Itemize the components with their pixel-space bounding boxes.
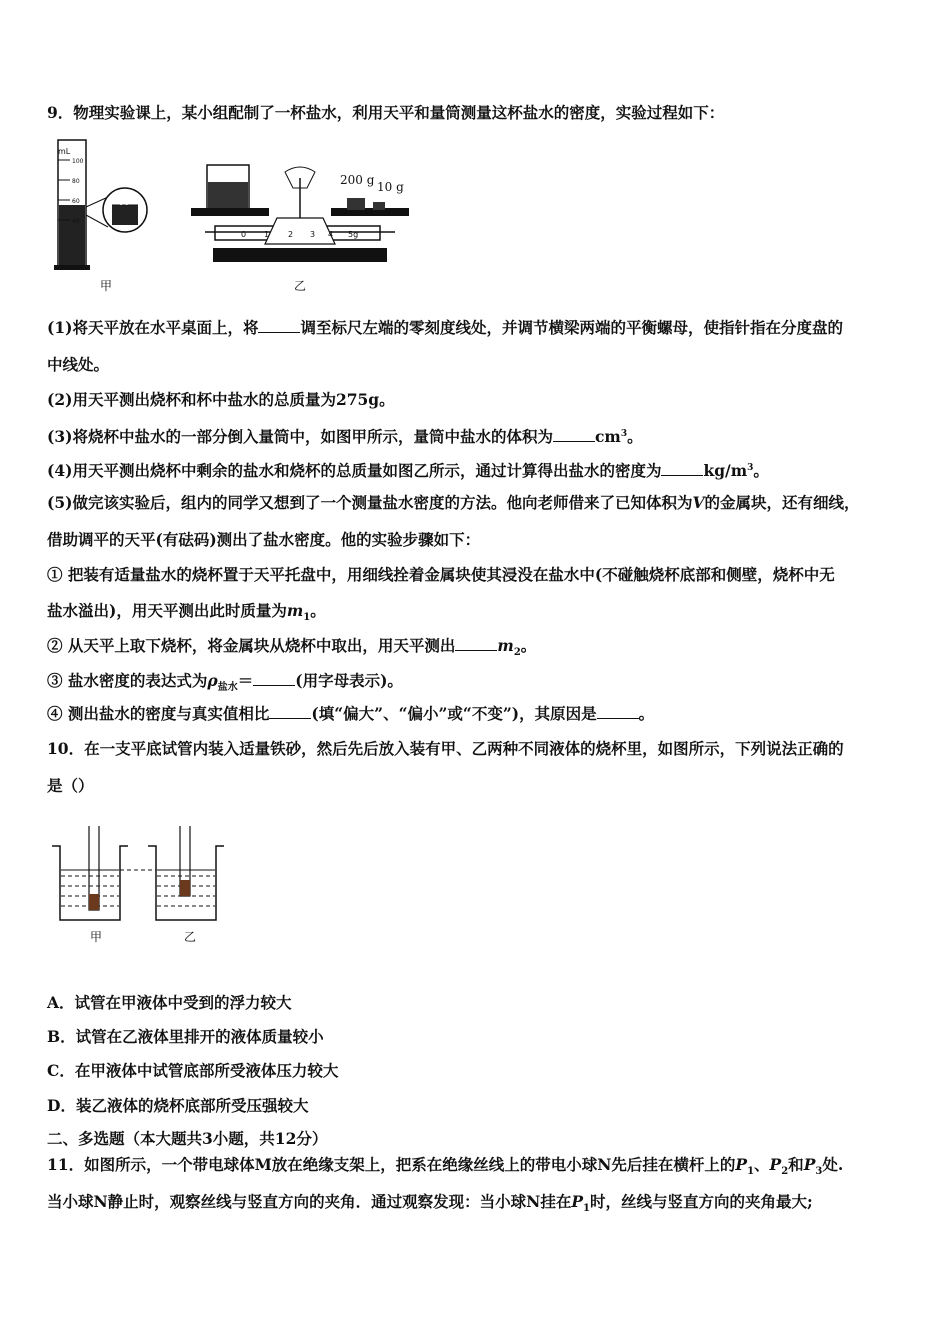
- q9-step5-line1: (5)做完该实验后，组内的同学又想到了一个测量盐水密度的方法。他向老师借来了已知体积为V的金属块，还有细线，: [47, 493, 860, 512]
- cyl-tick-3: 60: [72, 198, 80, 205]
- scale-num-1: 1: [264, 230, 270, 239]
- cyl-tick-2: 80: [72, 178, 80, 185]
- scale-num-5: 5g: [348, 230, 359, 239]
- fig-label-yi: 乙: [294, 279, 307, 293]
- q9-step1-line1: (1)将天平放在水平桌面上，将 调至标尺左端的零刻度线处，并调节横梁两端的平衡螺母，使指针指在分度盘的: [47, 318, 843, 337]
- q9-step4: (4)用天平测出烧杯中剩余的盐水和烧杯的总质量如图乙所示，通过计算得出盐水的密度为 $kg/m^3$。: [47, 461, 769, 481]
- option-d[interactable]: D．装乙液体的烧杯底部所受压强较大: [47, 1096, 309, 1115]
- scale-num-0: 0: [241, 230, 247, 239]
- q9-step2: (2)用天平测出烧杯和杯中盐水的总质量为275g。: [47, 390, 395, 409]
- q9-step5-line2: 借助调平的天平(有砝码)测出了盐水密度。他的实验步骤如下：: [47, 530, 481, 549]
- answer-blank-5[interactable]: [253, 671, 295, 686]
- scale-num-2: 2: [288, 230, 294, 239]
- answer-blank-4[interactable]: [455, 636, 497, 651]
- answer-blank-6[interactable]: [269, 704, 311, 719]
- scale-num-3: 3: [310, 230, 316, 239]
- beakers-figure: [48, 824, 248, 924]
- q9-step1-line2: 中线处。: [47, 355, 110, 374]
- q9-circle4: ④ 测出盐水的密度与真实值相比 (填“偏大”、“偏小”或“不变”)，其原因是 。: [47, 704, 655, 723]
- balance-figure: [185, 160, 415, 275]
- section-heading: 二、多选题（本大题共3小题，共12分）: [47, 1129, 328, 1148]
- cyl-tick-1: 100: [72, 158, 84, 165]
- cyl-unit: mL: [58, 147, 71, 156]
- q9-circle2: ② 从天平上取下烧杯，将金属块从烧杯中取出，用天平测出 $m_2$。: [47, 636, 537, 659]
- option-a[interactable]: A．试管在甲液体中受到的浮力较大: [47, 993, 292, 1012]
- answer-blank-3[interactable]: [661, 461, 703, 476]
- option-b[interactable]: B．试管在乙液体里排开的液体质量较小: [47, 1027, 324, 1046]
- cyl-tick-4: 40: [72, 218, 80, 225]
- q10-stem-line2: 是（）: [47, 776, 94, 795]
- cylinder-figure: [50, 135, 160, 295]
- beaker-label-jia: 甲: [90, 930, 103, 944]
- scale-num-4: 4: [328, 230, 334, 239]
- q11-line1: 11．如图所示，一个带电球体M放在绝缘支架上，把系在绝缘丝线上的带电小球N先后挂在横杆上的$P_1$、$P_2$和$P_3$处.: [47, 1155, 844, 1178]
- answer-blank-7[interactable]: [597, 704, 639, 719]
- fig-label-jia: 甲: [100, 279, 113, 293]
- weight-200g: 200 g: [340, 173, 375, 187]
- q9-stem: 9．物理实验课上，某小组配制了一杯盐水，利用天平和量筒测量这杯盐水的密度，实验过程如下：: [47, 103, 725, 122]
- q10-stem-line1: 10．在一支平底试管内装入适量铁砂，然后先后放入装有甲、乙两种不同液体的烧杯里，如图所示，下列说法正确的: [47, 739, 844, 758]
- q11-line2: 当小球N静止时，观察丝线与竖直方向的夹角．通过观察发现：当小球N挂在$P_1$时，丝线与竖直方向的夹角最大;: [47, 1192, 813, 1215]
- answer-blank-2[interactable]: [553, 427, 595, 442]
- option-c[interactable]: C．在甲液体中试管底部所受液体压力较大: [47, 1061, 339, 1080]
- q9-circle3: ③ 盐水密度的表达式为$\rho_{盐水}=$ (用字母表示)。: [47, 671, 403, 694]
- q9-circle1-line1: ① 把装有适量盐水的烧杯置于天平托盘中，用细线拴着金属块使其浸没在盐水中(不碰触烧杯底部和侧壁，烧杯中无: [47, 565, 835, 584]
- magnifier-value: 60: [118, 198, 130, 208]
- beaker-label-yi: 乙: [184, 930, 197, 944]
- q9-step3: (3)将烧杯中盐水的一部分倒入量筒中，如图甲所示，量筒中盐水的体积为 $cm^3$。: [47, 427, 643, 447]
- weight-10g: 10 g: [377, 180, 404, 194]
- answer-blank-1[interactable]: [258, 318, 300, 333]
- q9-circle1-line2: 盐水溢出)，用天平测出此时质量为$m_1$。: [47, 601, 326, 624]
